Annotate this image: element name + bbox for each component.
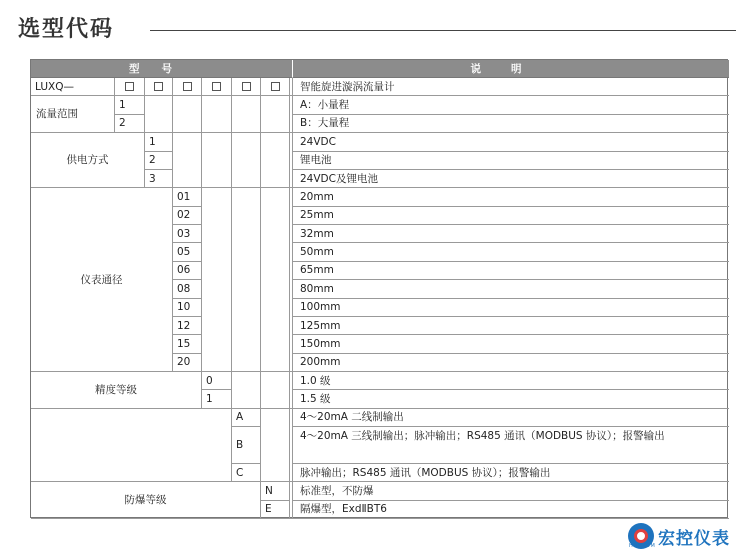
code-box-power [145,78,173,96]
diameter-code: 02 [173,207,202,225]
empty-box-icon [271,82,280,91]
flow-range-code: 2 [115,115,145,133]
diameter-desc: 125mm [293,317,729,335]
code-box-accuracy [202,78,232,96]
empty-column [232,372,261,409]
model-description: 智能旋进漩涡流量计 [293,78,729,96]
explosion-desc: 标准型，不防爆 [293,482,729,500]
empty-column [202,96,232,133]
power-label: 供电方式 [31,133,145,188]
empty-column [261,133,290,188]
empty-column [145,96,173,133]
accuracy-code: 1 [202,390,232,408]
diameter-code: 20 [173,354,202,372]
flow-range-label: 流量范围 [31,96,115,133]
empty-column [261,96,290,133]
diameter-desc: 32mm [293,225,729,243]
flow-range-code: 1 [115,96,145,114]
accuracy-desc: 1.0 级 [293,372,729,390]
output-desc: 脉冲输出；RS485 通讯（MODBUS 协议）；报警输出 [293,464,729,482]
section-title: 选型代码 [18,17,115,42]
flow-range-desc: A：小量程 [293,96,729,114]
diameter-label: 仪表通径 [31,188,173,372]
diameter-code: 06 [173,262,202,280]
code-box-diameter [173,78,202,96]
accuracy-desc: 1.5 级 [293,390,729,408]
empty-column [173,96,202,133]
empty-box-icon [212,82,221,91]
empty-column [202,133,232,188]
accuracy-code: 0 [202,372,232,390]
power-code: 1 [145,133,173,151]
empty-column [261,188,290,372]
code-box-explosion [261,78,290,96]
flow-range-desc: B：大量程 [293,115,729,133]
title-divider [150,30,736,31]
diameter-code: 03 [173,225,202,243]
diameter-desc: 50mm [293,243,729,261]
power-desc: 锂电池 [293,152,729,170]
output-label-cell [31,409,232,483]
diameter-code: 01 [173,188,202,206]
empty-column [232,188,261,372]
diameter-desc: 20mm [293,188,729,206]
empty-column [261,372,290,409]
code-box-flow-range [115,78,145,96]
empty-box-icon [183,82,192,91]
diameter-desc: 65mm [293,262,729,280]
explosion-desc: 隔爆型，ExdⅡBT6 [293,501,729,519]
header-model: 型号 [31,60,293,78]
empty-column [232,96,261,133]
output-code: B [232,427,261,464]
explosion-code: E [261,501,290,519]
empty-column [173,133,202,188]
power-desc: 24VDC及锂电池 [293,170,729,188]
empty-column [232,133,261,188]
output-code: A [232,409,261,427]
diameter-desc: 80mm [293,280,729,298]
diameter-code: 10 [173,299,202,317]
explosion-label: 防爆等级 [31,482,261,519]
diameter-desc: 200mm [293,354,729,372]
diameter-code: 05 [173,243,202,261]
empty-box-icon [242,82,251,91]
output-code: C [232,464,261,482]
empty-column [261,409,290,483]
header-description: 说明 [293,60,729,78]
power-code: 3 [145,170,173,188]
selection-code-table [30,59,728,518]
empty-column [202,188,232,372]
output-desc: 4～20mA 三线制输出；脉冲输出；RS485 通讯（MODBUS 协议）；报警输出 [293,427,729,464]
diameter-desc: 25mm [293,207,729,225]
power-code: 2 [145,152,173,170]
empty-box-icon [154,82,163,91]
empty-box-icon [125,82,134,91]
diameter-code: 08 [173,280,202,298]
accuracy-label: 精度等级 [31,372,202,409]
output-desc: 4～20mA 二线制输出 [293,409,729,427]
explosion-code: N [261,482,290,500]
diameter-code: 12 [173,317,202,335]
diameter-desc: 150mm [293,335,729,353]
brand-sub: HOMKOM [629,543,656,549]
model-prefix: LUXQ— [31,78,115,96]
diameter-code: 15 [173,335,202,353]
power-desc: 24VDC [293,133,729,151]
brand-name: 宏控仪表 [658,528,730,549]
diameter-desc: 100mm [293,299,729,317]
code-box-output [232,78,261,96]
